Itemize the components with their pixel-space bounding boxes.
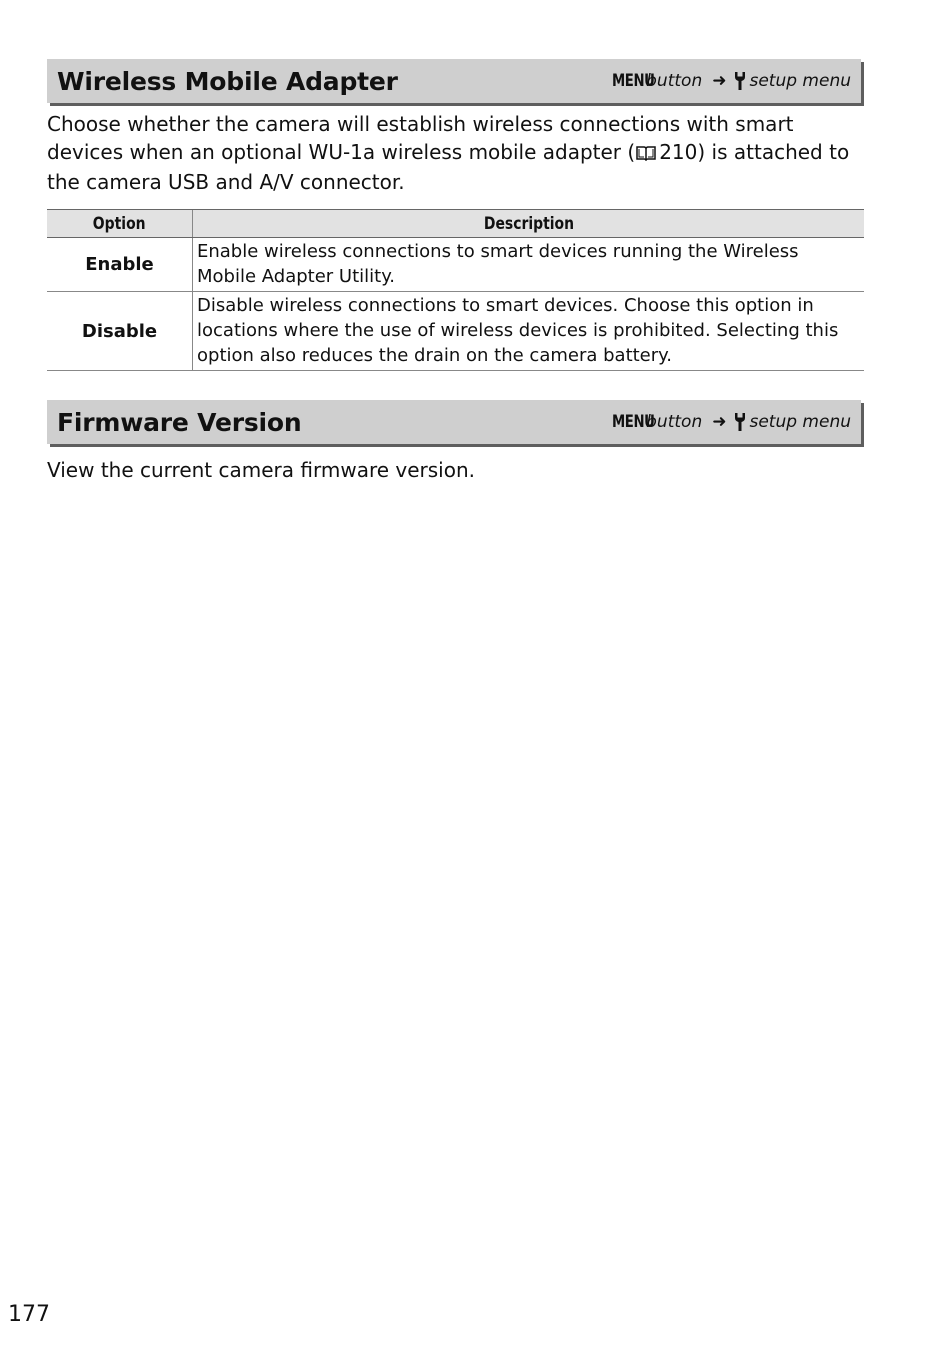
book-icon	[635, 140, 657, 168]
option-enable: Enable	[47, 238, 193, 292]
description-text-end: ) is attached to the camera USB and A/V connector.	[47, 140, 850, 194]
section-title: Firmware Version	[57, 407, 302, 437]
section-description	[47, 110, 867, 196]
wrench-icon	[734, 71, 746, 91]
arrow-icon: ➜	[712, 71, 727, 91]
menu-key-label: MENU	[611, 412, 655, 432]
menu-path	[600, 412, 851, 432]
menu-path	[600, 71, 851, 91]
options-table	[47, 209, 864, 371]
option-description: Enable wireless connections to smart devices running the Wireless Mobile Adapter Utility.	[193, 238, 865, 292]
menu-target-label: setup menu	[749, 412, 851, 432]
column-header-description: Description	[193, 210, 865, 238]
menu-button-label: button	[646, 71, 703, 91]
arrow-icon: ➜	[712, 412, 727, 432]
menu-target-label: setup menu	[749, 71, 851, 91]
section-header-wireless-mobile-adapter	[47, 59, 861, 103]
table-header-row	[47, 210, 864, 238]
description-text-start: Choose whether the camera will establish wireless connections with smart devices when an optional WU-1a wireless mobile adapter (	[47, 112, 794, 164]
section-header-firmware-version	[47, 400, 861, 444]
column-header-option: Option	[47, 210, 193, 238]
table-row	[47, 292, 864, 371]
menu-key-label: MENU	[611, 71, 655, 91]
wrench-icon	[734, 412, 746, 432]
table-row	[47, 238, 864, 292]
option-description: Disable wireless connections to smart devices. Choose this option in locations where the use of wireless devices is prohibited. Selecting this option also reduces the drain on the camera battery.	[193, 292, 865, 371]
section-description: View the current camera firmware version.	[47, 458, 475, 482]
option-disable: Disable	[47, 292, 193, 371]
section-title: Wireless Mobile Adapter	[57, 66, 398, 96]
menu-button-label: button	[646, 412, 703, 432]
reference-page-number: 210	[659, 140, 698, 164]
page-number: 177	[8, 1302, 50, 1327]
